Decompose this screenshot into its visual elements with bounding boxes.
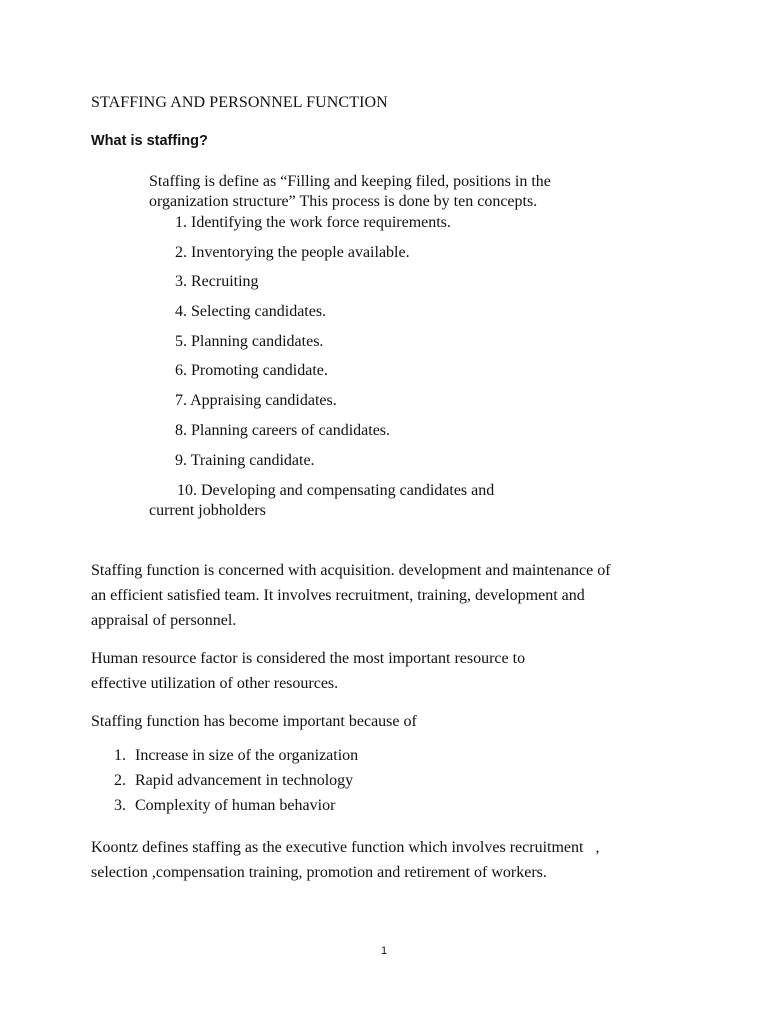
intro-line: organization structure” This process is done by ten concepts. — [149, 193, 538, 210]
concept-line: 10. Developing and compensating candidates and — [177, 482, 495, 499]
reason-number: 1. — [114, 747, 126, 764]
paragraph-line: effective utilization of other resources. — [91, 675, 339, 692]
concept-item: 8. Planning careers of candidates. — [175, 422, 391, 439]
paragraph-staffing-function — [91, 558, 611, 633]
page-number: 1 — [380, 945, 388, 957]
concept-item: 4. Selecting candidates. — [175, 303, 327, 320]
concept-item: 6. Promoting candidate. — [175, 362, 328, 379]
concept-item: 3. Recruiting — [175, 273, 259, 290]
concept-line: current jobholders — [149, 502, 266, 519]
section-heading: What is staffing? — [91, 133, 208, 149]
document-title: STAFFING AND PERSONNEL FUNCTION — [91, 94, 388, 111]
reason-text: Increase in size of the organization — [135, 747, 359, 764]
concept-item: 1. Identifying the work force requirements. — [175, 214, 451, 231]
reason-text: Complexity of human behavior — [135, 797, 336, 814]
concept-item: 9. Training candidate. — [175, 452, 315, 469]
paragraph-line: selection ,compensation training, promotion and retirement of workers. — [91, 864, 547, 881]
intro-line: Staffing is define as “Filling and keeping filed, positions in the — [149, 173, 551, 190]
concept-item: 2. Inventorying the people available. — [175, 244, 410, 261]
reason-number: 3. — [114, 797, 126, 814]
concept-item: 5. Planning candidates. — [175, 333, 324, 350]
paragraph-line: Koontz defines staffing as the executive function which involves recruitment , — [91, 839, 600, 856]
paragraph-koontz — [91, 835, 599, 885]
reason-number: 2. — [114, 772, 126, 789]
concept-item: 7. Appraising candidates. — [175, 392, 337, 409]
paragraph-line: an efficient satisfied team. It involves recruitment, training, development and — [91, 587, 585, 604]
concept-item — [149, 481, 494, 521]
paragraph-line: appraisal of personnel. — [91, 612, 237, 629]
paragraph-human-resource — [91, 646, 525, 696]
intro-paragraph — [149, 172, 619, 212]
paragraph-line: Staffing function is concerned with acquisition. development and maintenance of — [91, 562, 611, 579]
paragraph-line: Human resource factor is considered the most important resource to — [91, 650, 526, 667]
paragraph-importance: Staffing function has become important because of — [91, 713, 417, 730]
reason-text: Rapid advancement in technology — [135, 772, 354, 789]
